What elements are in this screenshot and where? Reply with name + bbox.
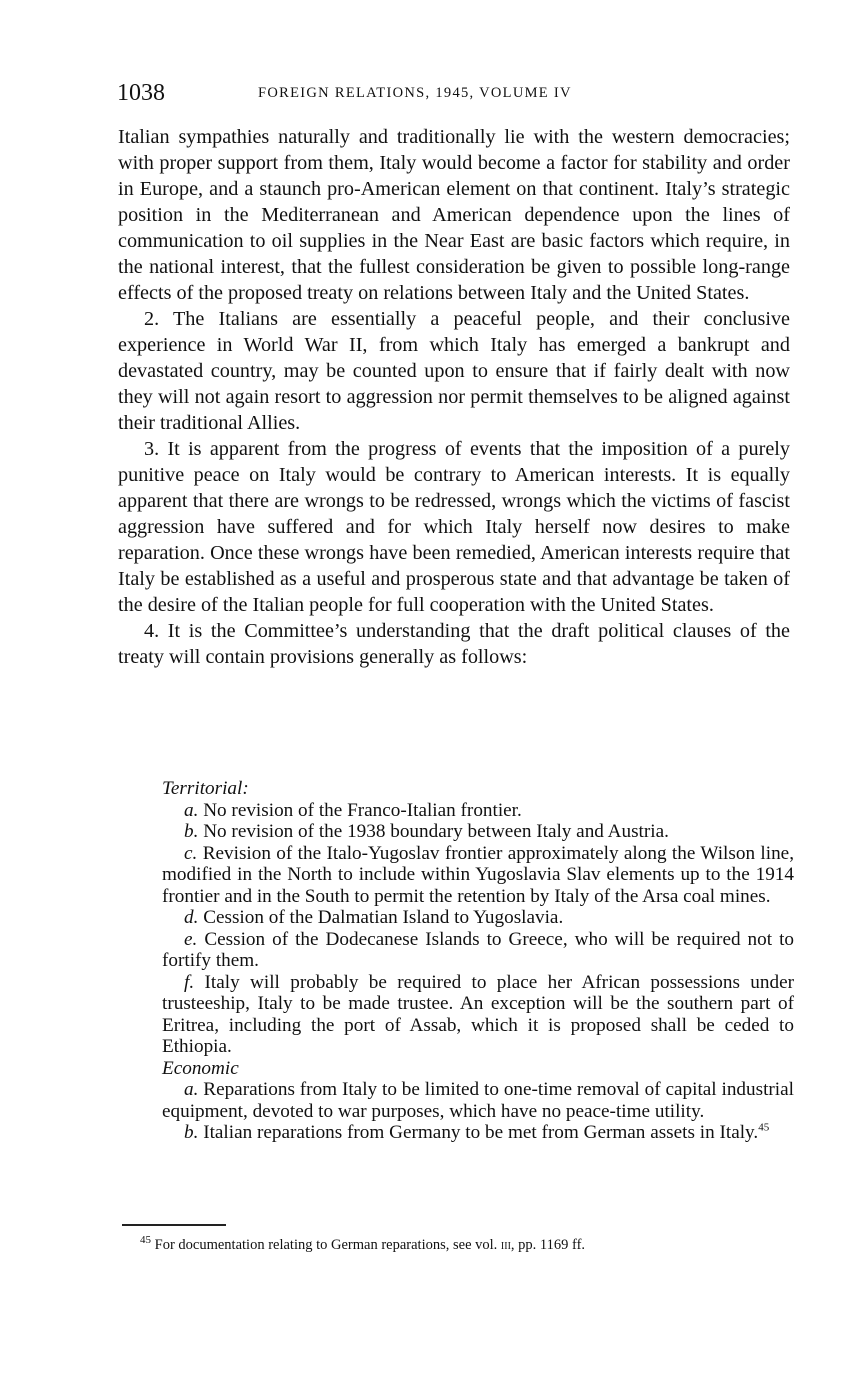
territorial-item-a (162, 800, 794, 822)
paragraph-2: 2. The Italians are essentially a peaceful people, and their conclusive experience in World War II, from which Italy has emerged a bankrupt and devastated country, may be counted upon to ensure that if fairly dealt with now they will not again resort to aggression nor permit themselves to be aligned against their traditional Allies. (118, 308, 790, 434)
item-letter: a. (184, 1079, 199, 1100)
territorial-item-d (162, 907, 794, 929)
paragraph-3: 3. It is apparent from the progress of events that the imposition of a purely punitive peace on Italy would be contrary to American interests. It is equally apparent that there are wrongs to be redressed, wrongs which the victims of fascist aggression have suffered and for which Italy herself now desires to make reparation. Once these wrongs have been remedied, American interests require that Italy be established as a useful and prosperous state and that advantage be taken of the desire of the Italian people for full cooperation with the United States. (118, 438, 790, 616)
footnote-volume: iii (500, 1237, 511, 1253)
footnote-text: For documentation relating to German reparations, see vol. (151, 1237, 501, 1253)
item-letter: e. (184, 928, 198, 950)
economic-heading: Economic (162, 1057, 239, 1079)
item-letter: b. (184, 821, 199, 842)
item-text: No revision of the 1938 boundary between Italy and Austria. (198, 821, 669, 842)
page-number: 1038 (117, 80, 165, 106)
paragraph-4: 4. It is the Committee’s understanding that the draft political clauses of the treaty will contain provisions generally as follows: (118, 620, 790, 668)
footnote-divider (122, 1224, 226, 1226)
footnote-reference[interactable]: 45 (758, 1121, 770, 1134)
territorial-item-b (162, 821, 794, 843)
footnote-pages: , pp. 1169 ff. (510, 1237, 586, 1253)
item-letter: a. (184, 799, 199, 821)
page-header (117, 80, 792, 110)
item-text: No revision of the Franco-Italian frontier. (198, 799, 522, 821)
item-letter: b. (184, 1122, 199, 1143)
item-letter: f. (184, 971, 195, 993)
body-text (118, 124, 790, 670)
provisions-list (162, 778, 794, 1144)
territorial-item-e (162, 929, 794, 972)
territorial-item-c (162, 843, 794, 908)
economic-item-a (162, 1079, 794, 1122)
territorial-heading: Territorial: (162, 778, 249, 799)
paragraph-1: Italian sympathies naturally and traditionally lie with the western democracies; with proper support from them, Italy would become a factor for stability and order in Europe, and a staunch pro-American element on that continent. Italy’s strategic position in the Mediterranean and American dependence upon the lines of communication to oil supplies in the Near East are basic factors which require, in the national interest, that the fullest consideration be given to possible long-range effects of the proposed treaty on relations between Italy and the United States. (118, 126, 790, 304)
item-text: Cession of the Dodecanese Islands to Greece, who will be required not to fortify them. (162, 928, 794, 971)
item-text: Revision of the Italo-Yugoslav frontier approximately along the Wilson line, modified in the North to include within Yugoslavia Slav elements up to the 1914 frontier and in the South to permit the retention by Italy of the Arsa coal mines. (162, 842, 794, 907)
item-letter: c. (184, 842, 198, 864)
item-text: Italy will probably be required to place her African possessions under trusteeship, Italy to be made trustee. An exception will be the southern part of Eritrea, including the port of Assab, which it is proposed shall be ceded to Ethiopia. (162, 971, 794, 1057)
item-letter: d. (184, 907, 199, 928)
territorial-item-f (162, 972, 794, 1058)
item-text: Cession of the Dalmatian Island to Yugoslavia. (198, 907, 564, 928)
item-text: Reparations from Italy to be limited to one-time removal of capital industrial equipment, devoted to war purposes, which have no peace-time utility. (162, 1079, 794, 1122)
footnote (140, 1236, 800, 1254)
running-head: FOREIGN RELATIONS, 1945, VOLUME IV (258, 85, 572, 101)
item-text: Italian reparations from Germany to be met from German assets in Italy. (198, 1122, 759, 1143)
footnote-marker: 45 (140, 1234, 151, 1247)
economic-item-b (162, 1122, 794, 1144)
